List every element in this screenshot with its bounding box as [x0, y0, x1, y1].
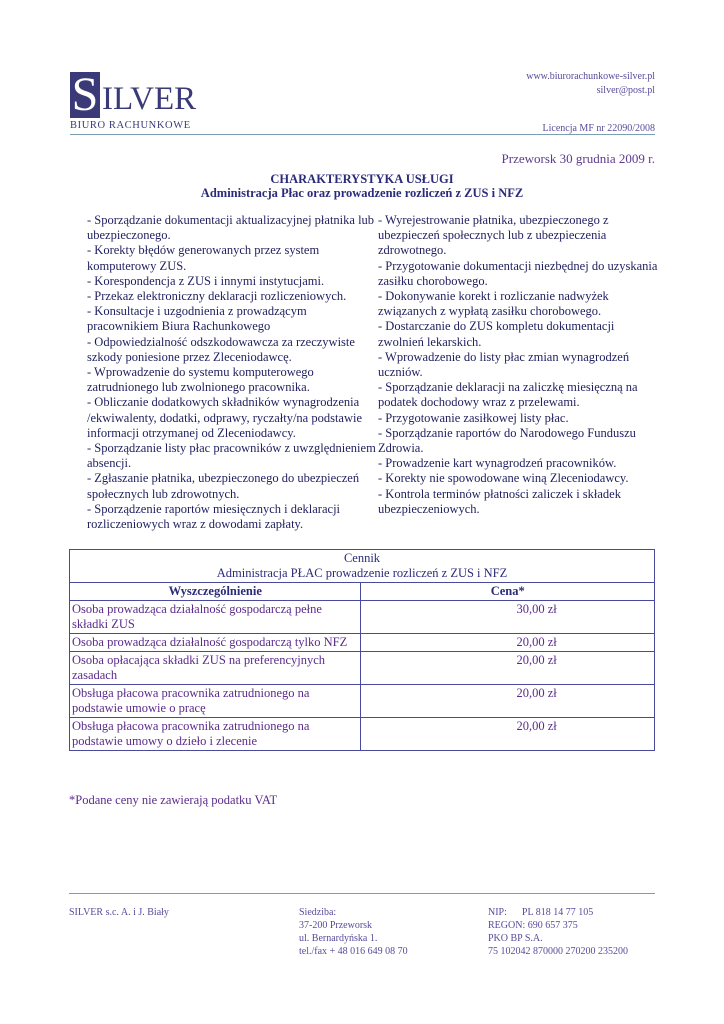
- price-table-title-row: [70, 550, 655, 583]
- service-item: - Korekty błędów generowanych przez system komputerowy ZUS.: [87, 243, 320, 273]
- footer-registration: [488, 906, 628, 958]
- table-row: [70, 685, 655, 718]
- logo-wordmark: ILVER: [102, 81, 197, 117]
- table-row: [70, 601, 655, 634]
- service-item: - Zgłaszanie płatnika, ubezpieczonego do ubezpieczeń społecznych lub zdrowotnych.: [87, 471, 360, 501]
- service-item: - Sporządzanie dokumentacji aktualizacyjnej płatnika lub ubezpieczonego.: [87, 213, 375, 243]
- row-price-cell: [361, 652, 655, 685]
- footer-nip: NIP: PL 818 14 77 105: [488, 907, 594, 918]
- service-item: - Wprowadzenie do listy płac zmian wynagrodzeń uczniów.: [378, 349, 630, 380]
- service-item: - Kontrola terminów płatności zaliczek i składek ubezpieczeniowych.: [378, 486, 621, 516]
- service-item: - Przygotowanie zasiłkowej listy płac.: [378, 410, 569, 425]
- row-description: Osoba prowadząca działalność gospodarczą pełne składki ZUS: [70, 601, 361, 634]
- row-price-cell: [361, 685, 655, 718]
- service-item: - Odpowiedzialność odszkodowawcza za rzeczywiste szkody poniesione przez Zleceniodawcę.: [87, 334, 355, 364]
- company-logo: [70, 68, 205, 132]
- header-website-link[interactable]: www.biurorachunkowe-silver.pl: [526, 71, 655, 82]
- row-price: 20,00 zł: [516, 653, 557, 667]
- footer-seat-phone: tel./fax + 48 016 649 08 70: [299, 946, 408, 957]
- price-table: [69, 549, 655, 751]
- row-description: Obsługa płacowa pracownika zatrudnionego na podstawie umowie o pracę: [70, 685, 361, 718]
- price-table-title: [70, 550, 655, 583]
- header-license: Licencja MF nr 22090/2008: [542, 123, 655, 134]
- service-item: - Przygotowanie dokumentacji niezbędnej do uzyskania zasiłku chorobowego.: [378, 258, 658, 288]
- document-title: CHARAKTERYSTYKA USŁUGI: [270, 172, 454, 186]
- row-description: Osoba opłacająca składki ZUS na preferencyjnych zasadach: [70, 652, 361, 685]
- document-subtitle: Administracja Płac oraz prowadzenie rozliczeń z ZUS i NFZ: [200, 186, 524, 200]
- footer-regon: REGON: 690 657 375: [488, 920, 578, 931]
- service-list-left: [87, 213, 377, 532]
- service-item: - Konsultacje i uzgodnienia z prowadzącym pracownikiem Biura Rachunkowego: [87, 304, 307, 334]
- row-price-cell: [361, 634, 655, 652]
- column-header-price: Cena*: [361, 583, 655, 601]
- logo-subtitle: BIURO RACHUNKOWE: [70, 120, 191, 131]
- column-header-description: Wyszczególnienie: [70, 583, 361, 601]
- document-date: Przeworsk 30 grudnia 2009 r.: [501, 151, 655, 166]
- row-description: Obsługa płacowa pracownika zatrudnionego na podstawie umowy o dzieło i zlecenie: [70, 718, 361, 751]
- row-description: Osoba prowadząca działalność gospodarczą tylko NFZ: [70, 634, 361, 652]
- service-item: - Sporządzanie deklaracji na zaliczkę miesięczną na podatek dochodowy wraz z przelewami.: [378, 380, 638, 410]
- footer-seat-label: Siedziba:: [299, 907, 337, 918]
- service-item: - Prowadzenie kart wynagrodzeń pracowników.: [378, 456, 617, 471]
- service-item: - Wprowadzenie do systemu komputerowego zatrudnionego lub zwolnionego pracownika.: [87, 365, 314, 395]
- service-item: - Korespondencja z ZUS i innymi instytucjami.: [87, 273, 325, 288]
- table-row: [70, 718, 655, 751]
- service-item: - Sporządzenie raportów miesięcznych i deklaracji rozliczeniowych wraz z dowodami zapłaty.: [87, 501, 341, 532]
- row-price-cell: [361, 718, 655, 751]
- service-item: - Korekty nie spowodowane winą Zleceniodawcy.: [378, 471, 629, 486]
- footer-seat: [299, 906, 408, 958]
- row-price: 20,00 zł: [516, 686, 557, 700]
- row-price: 20,00 zł: [516, 635, 557, 649]
- vat-note: *Podane ceny nie zawierają podatku VAT: [69, 793, 278, 807]
- service-item: - Przekaz elektroniczny deklaracji rozliczeniowych.: [87, 289, 347, 304]
- footer-bank: PKO BP S.A.: [488, 933, 543, 944]
- row-price-cell: [361, 601, 655, 634]
- price-table-title-line2: Administracja PŁAC prowadzenie rozliczeń z ZUS i NFZ: [216, 566, 508, 580]
- table-row: [70, 652, 655, 685]
- logo-initial: S: [71, 68, 99, 121]
- row-price: 20,00 zł: [516, 719, 557, 733]
- footer-company: SILVER s.c. A. i J. Biały: [69, 907, 169, 918]
- price-table-header-row: [70, 583, 655, 601]
- footer-account: 75 102042 870000 270200 235200: [488, 946, 628, 957]
- table-row: [70, 634, 655, 652]
- row-price: 30,00 zł: [516, 602, 557, 616]
- footer-seat-city: 37-200 Przeworsk: [299, 920, 373, 931]
- price-table-title-line1: Cennik: [343, 551, 381, 565]
- service-list-right: [378, 213, 660, 517]
- service-item: - Sporządzanie raportów do Narodowego Funduszu Zdrowia.: [378, 425, 636, 456]
- service-item: - Wyrejestrowanie płatnika, ubezpieczonego z ubezpieczeń społecznych lub z ubezpieczenia zdrowotnego.: [378, 213, 609, 258]
- header-email-link[interactable]: silver@post.pl: [596, 85, 655, 96]
- service-item: - Dostarczanie do ZUS kompletu dokumentacji zwolnień lekarskich.: [378, 319, 615, 349]
- header-divider: [70, 134, 655, 135]
- footer-seat-street: ul. Bernardyńska 1.: [299, 933, 378, 944]
- service-item: - Sporządzanie listy płac pracowników z uwzględnieniem absencji.: [87, 441, 376, 471]
- service-item: - Dokonywanie korekt i rozliczanie nadwyżek związanych z wypłatą zasiłku chorobowego.: [378, 289, 609, 319]
- footer-divider: [69, 893, 655, 894]
- service-item: - Obliczanie dodatkowych składników wynagrodzenia /ekwiwalenty, dodatki, odprawy, ryczałty/na podstawie informacji otrzymanej od Zleceniodawcy.: [87, 395, 363, 440]
